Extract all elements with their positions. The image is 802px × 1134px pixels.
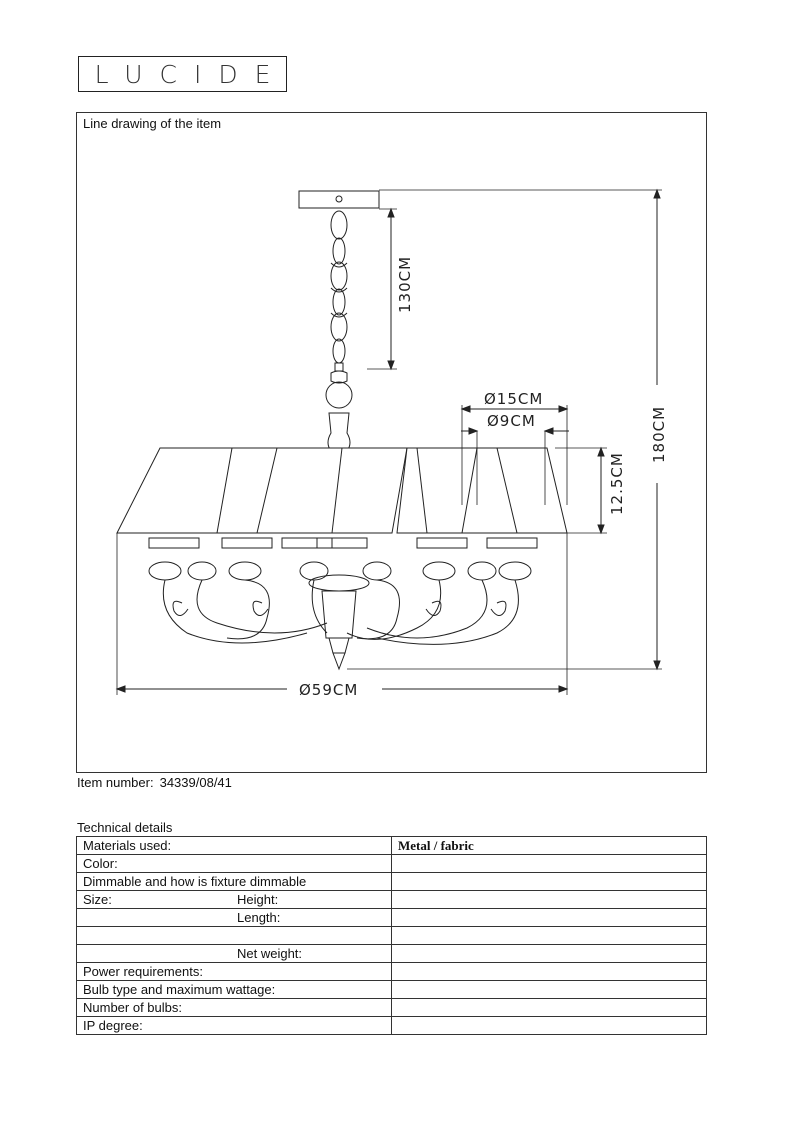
dim-shade-height: 12.5CM <box>608 452 626 515</box>
tech-row-value <box>392 945 707 963</box>
tech-row-label-cell <box>77 963 392 981</box>
tech-row-label-cell <box>77 909 392 927</box>
technical-details-title: Technical details <box>77 820 173 835</box>
tech-row-label: Materials used: <box>83 838 172 853</box>
tech-row-label: Power requirements: <box>83 964 203 979</box>
dim-shade-top: Ø15CM <box>484 390 544 408</box>
chandelier-line-drawing <box>77 113 706 772</box>
tech-row-sublabel: Height: <box>237 892 279 907</box>
tech-row <box>77 891 707 909</box>
tech-row <box>77 927 707 945</box>
lamp-shades <box>117 448 567 533</box>
tech-row-value <box>392 855 707 873</box>
tech-row-value <box>392 927 707 945</box>
tech-row <box>77 1017 707 1035</box>
tech-row-sublabel: Length: <box>237 910 281 925</box>
tech-row-value: Metal / fabric <box>392 837 707 855</box>
item-number-label: Item number: <box>77 775 154 790</box>
tech-row-value <box>392 909 707 927</box>
tech-row <box>77 981 707 999</box>
tech-row-label-cell <box>77 927 392 945</box>
tech-row-label-cell <box>77 837 392 855</box>
center-body <box>309 575 369 669</box>
tech-row <box>77 837 707 855</box>
tech-row <box>77 945 707 963</box>
tech-row <box>77 909 707 927</box>
tech-row-label: IP degree: <box>83 1018 143 1033</box>
center-stem <box>326 363 352 451</box>
item-number-value: 34339/08/41 <box>159 775 232 790</box>
tech-row-value <box>392 1017 707 1035</box>
technical-details-table <box>76 836 707 1035</box>
tech-row-value <box>392 873 707 891</box>
lucide-logo <box>78 56 287 92</box>
ceiling-canopy <box>299 191 379 208</box>
tech-row-label-cell <box>77 999 392 1017</box>
tech-row-value <box>392 981 707 999</box>
dim-chain-length: 130CM <box>396 255 414 313</box>
tech-row-label-cell <box>77 981 392 999</box>
tech-row-label-cell <box>77 873 392 891</box>
dim-diameter: Ø59CM <box>299 681 359 699</box>
tech-row-value <box>392 963 707 981</box>
scroll-arms <box>163 580 518 644</box>
tech-row <box>77 963 707 981</box>
chain <box>331 211 347 363</box>
tech-row-value <box>392 891 707 909</box>
tech-row-label-cell <box>77 1017 392 1035</box>
dim-shade-inner: Ø9CM <box>487 412 536 430</box>
tech-row-label: Bulb type and maximum wattage: <box>83 982 276 997</box>
tech-row-label-cell <box>77 855 392 873</box>
tech-row <box>77 873 707 891</box>
tech-row-label: Size: <box>83 892 112 907</box>
candle-holders <box>149 538 537 580</box>
tech-row-value <box>392 999 707 1017</box>
dim-total-height: 180CM <box>650 405 668 463</box>
tech-row-sublabel: Net weight: <box>237 946 303 961</box>
line-drawing-panel <box>76 112 707 773</box>
drawing-caption: Line drawing of the item <box>83 116 222 131</box>
tech-row-label: Number of bulbs: <box>83 1000 182 1015</box>
tech-row-label-cell <box>77 945 392 963</box>
tech-row <box>77 855 707 873</box>
tech-row-label: Dimmable and how is fixture dimmable <box>83 874 307 889</box>
logo-text: LUCIDE <box>94 59 288 89</box>
tech-row-label: Color: <box>83 856 118 871</box>
tech-row-label-cell <box>77 891 392 909</box>
tech-row <box>77 999 707 1017</box>
item-number <box>77 775 232 790</box>
